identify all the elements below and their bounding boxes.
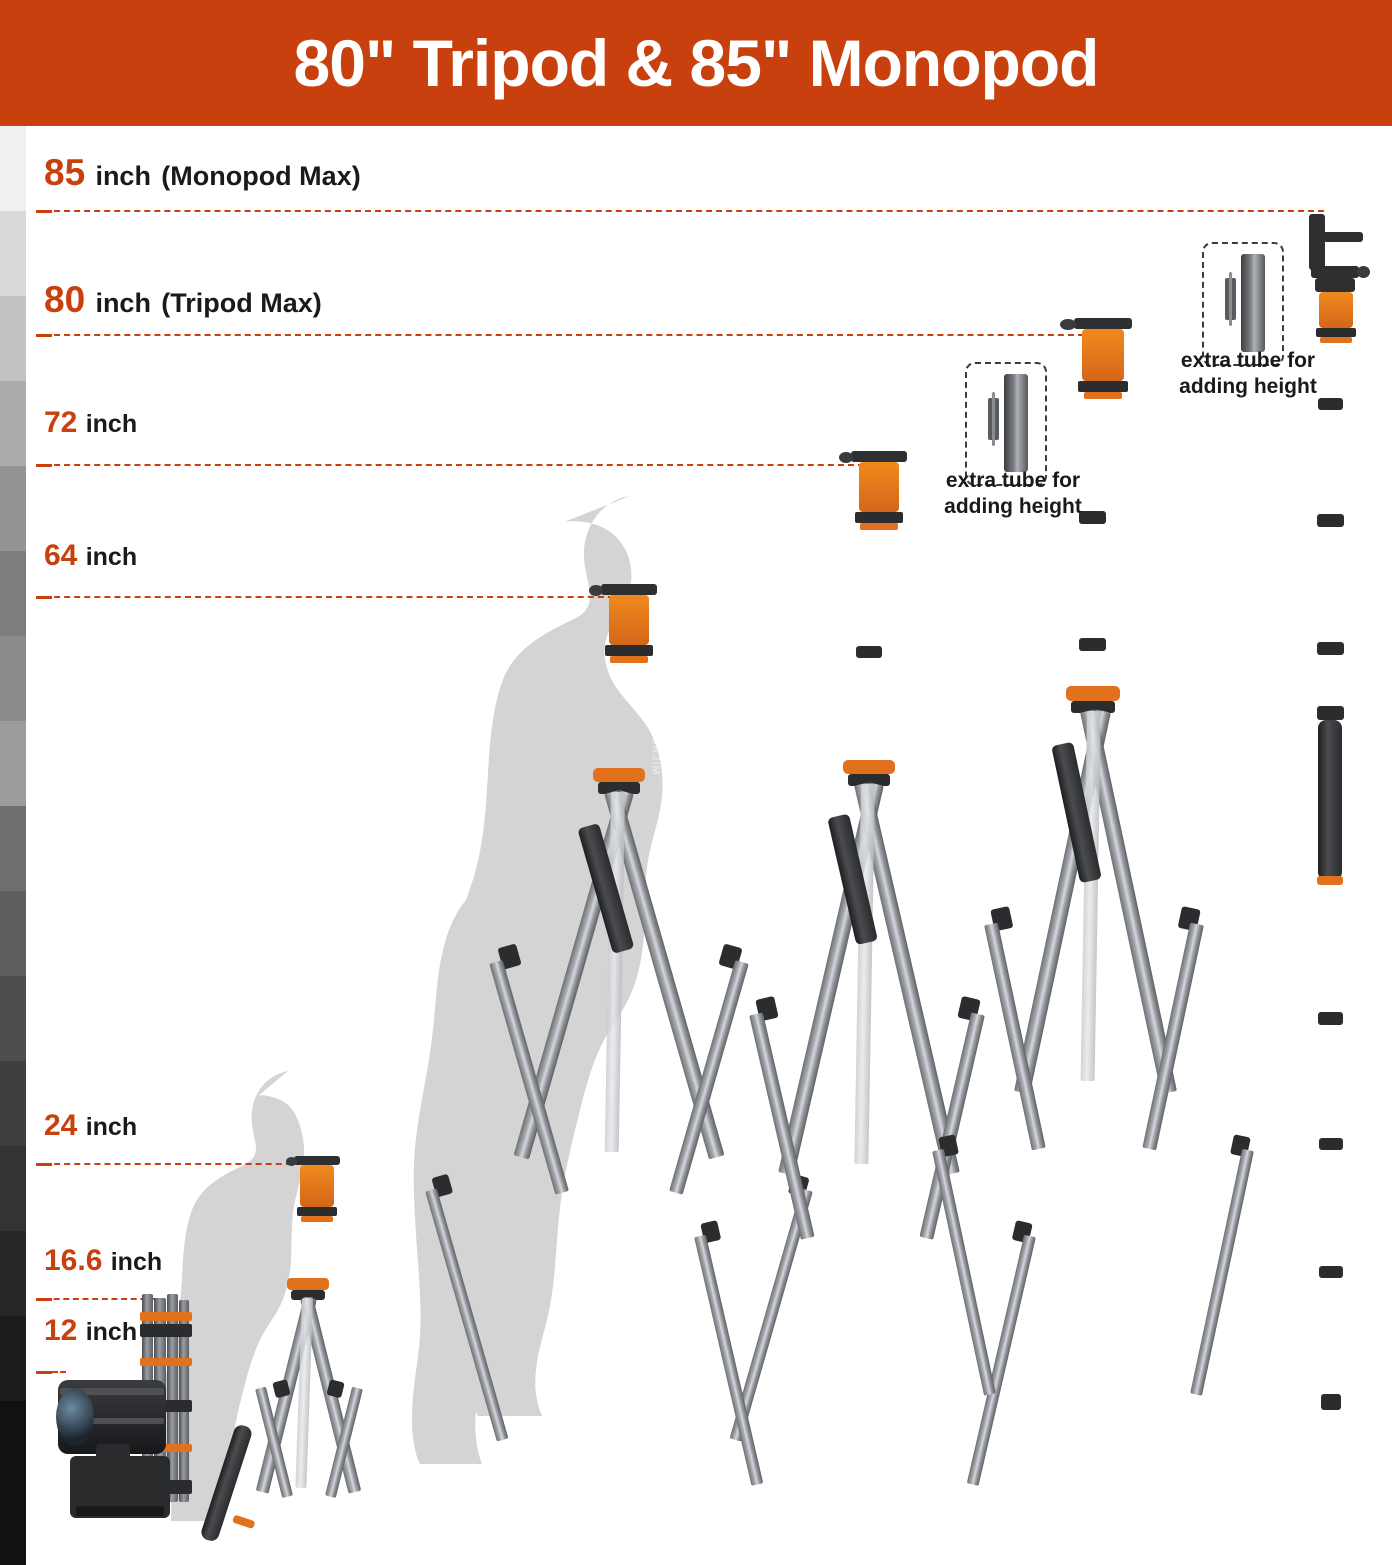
- callout-1-text: extra tube for adding height: [944, 469, 1082, 519]
- extra-tube-icon-1: [1004, 374, 1028, 472]
- measure-16-6-value: 16.6: [44, 1244, 103, 1277]
- measure-85-note: (Monopod Max): [161, 161, 361, 191]
- measure-16-6-unit: inch: [110, 1248, 163, 1276]
- measure-24-value: 24: [44, 1109, 78, 1142]
- measure-64-value: 64: [44, 539, 78, 572]
- measure-12-unit: inch: [85, 1318, 138, 1346]
- monopod-grip-85: [1318, 720, 1342, 880]
- measure-80-unit: inch: [95, 288, 151, 318]
- measure-72-unit: inch: [85, 410, 138, 438]
- measure-64-unit: inch: [85, 543, 138, 571]
- measure-24-unit: inch: [85, 1113, 138, 1141]
- page-title: 80" Tripod & 85" Monopod: [293, 26, 1099, 100]
- extra-tube-icon-2: [1241, 254, 1265, 352]
- leg-branding-80: TORJIM: [1123, 648, 1136, 696]
- measure-12-value: 12: [44, 1314, 78, 1347]
- header-banner: [0, 0, 1392, 126]
- height-comparison-diagram: [0, 126, 1392, 1500]
- measure-85-value: 85: [44, 152, 86, 193]
- callout-2-text: extra tube for adding height: [1179, 349, 1317, 399]
- measure-80-value: 80: [44, 279, 86, 320]
- leg-branding-72: TORJIM: [899, 720, 912, 768]
- measure-72-value: 72: [44, 406, 78, 439]
- leg-branding-64: TORJIM: [649, 728, 662, 776]
- measure-80-note: (Tripod Max): [161, 288, 322, 318]
- measure-85-unit: inch: [95, 161, 151, 191]
